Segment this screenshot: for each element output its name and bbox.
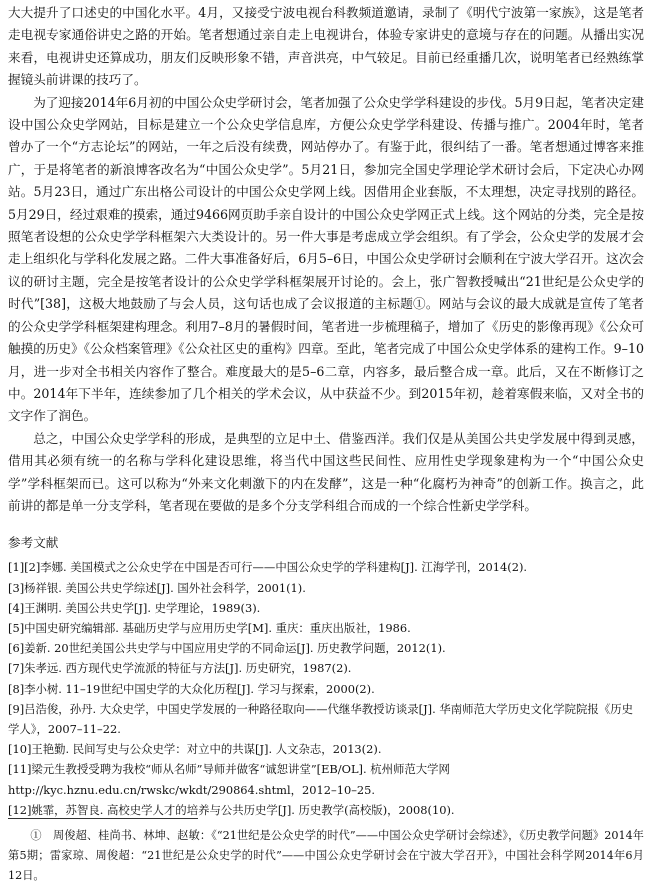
body-paragraph: 总之，中国公众史学学科的形成，是典型的立足中土、借鉴西洋。我们仅是从美国公共史学发展中得到灵感，借用其必须有统一的名称与学科化建设思维，将当代中国这些民间性、应用性史学现象建构为一个“中国公众史学”学科框架而已。这可以称为“外来文化刺激下的内在发酵”，这是一种“化腐朽为神奇”的创新工作。换言之，此前讲的都是单一分支学科，笔者现在要做的是多个分支学科组合而成的一个综合性新史学学科。 (8, 430, 644, 513)
reference-item: [3]杨祥银. 美国公共史学综述[J]. 国外社会科学，2001(1). (8, 580, 306, 595)
reference-item: [10]王艳勤. 民间写史与公众史学：对立中的共谋[J]. 人文杂志，2013(2). (8, 742, 382, 757)
references-heading: 参考文献 (8, 535, 59, 551)
reference-item: [6]姜新. 20世纪美国公共史学与中国应用史学的不同命运[J]. 历史教学问题，2012(1). (8, 641, 446, 656)
references-list (8, 557, 644, 820)
reference-item: [11]梁元生教授受聘为我校“师从名师”导师并做客“诚恕讲堂”[EB/OL]. 杭州师范大学网http://kyc.hznu.edu.cn/rwskc/wkdt/290864.shtml，2012–10–25. (8, 762, 450, 797)
reference-item: [9]吕浩俊，孙丹. 大众史学，中国史学发展的一种路径取向——代继华教授访谈录[J]. 华南师范大学历史文化学院院报《历史学人》，2007–11–22. (8, 701, 633, 736)
body-paragraph: 大大提升了口述史的中国化水平。4月，又接受宁波电视台科教频道邀请，录制了《明代宁波第一家族》，这是笔者走电视专家通俗讲史之路的开始。笔者想通过亲自走上电视讲台，体验专家讲史的意境与存在的问题。从播出实况来看，电视讲史还算成功，朋友们反映形象不错，声音洪亮，中气较足。目前已经重播几次，说明笔者已经熟练掌握镜头前讲课的技巧了。 (8, 5, 644, 88)
reference-item: [12]姚霏，苏智良. 高校史学人才的培养与公共历史学[J]. 历史教学(高校版)，2008(10). (8, 802, 455, 817)
reference-item: [1][2]李娜. 美国模式之公众史学在中国是否可行——中国公众史学的学科建构[J]. 江海学刊，2014(2). (8, 560, 528, 575)
reference-item: [5]中国史研究编辑部. 基础历史学与应用历史学[M]. 重庆：重庆出版社，1986. (8, 620, 411, 635)
reference-item: [4]王渊明. 美国公共史学[J]. 史学理论，1989(3). (8, 600, 261, 615)
body-paragraph: 为了迎接2014年6月初的中国公众史学研讨会，笔者加强了公众史学学科建设的步伐。5月9日起，笔者决定建设中国公众史学网站，目标是建立一个公众史学信息库，方便公众史学学科建设、传播与推广。2004年时，笔者曾办了一个“方志论坛”的网站，一年之后没有续费，网站停办了。有鉴于此，很纠结了一番。笔者想通过博客来推广，于是将笔者的新浪博客改名为“中国公众史学”。5月21日，参加完全国史学理论学术研讨会后，下定决心办网站。5月23日，通过广东出格公司设计的中国公众史学网上线。因借用企业套版，不太理想，决定寻找别的路径。5月29日，经过艰难的摸索，通过9466网页助手亲自设计的中国公众史学网正式上线。这个网站的分类，完全是按照笔者设想的公众史学学科框架六大类设计的。另一件大事是考虑成立学会组织。有了学会，公众史学的发展才会走上组织化与学科化发展之路。二件大事准备好后，6月5–6日，中国公众史学研讨会顺利在宁波大学召开。这次会议的研讨主题，完全是按笔者设计的公众史学学科框架展开讨论的。会上，张广智教授喊出“21世纪是公众史学的时代”[38]，这极大地鼓励了与会人员，这句话也成了会议报道的主标题①。网站与会议的最大成就是宣传了笔者的公众史学学科框架建构理念。利用7–8月的暑假时间，笔者进一步梳理稿子，增加了《历史的影像再现》《公众可触摸的历史》《公众档案管理》《公众社区史的重构》四章。至此，笔者完成了中国公众史学体系的建构工作。9–10月，进一步对全书相关内容作了整合。难度最大的是5–6二章，内容多，最后整合成一章。此后，又在不断修订之中。2014年下半年，连续参加了几个相关的学术会议，从中获益不少。到2015年初，趁着寒假来临，又对全书的文字作了润色。 (8, 94, 644, 424)
reference-item: [8]李小树. 11–19世纪中国史学的大众化历程[J]. 学习与探索，2000(2). (8, 681, 375, 696)
reference-item: [7]朱孝远. 西方现代史学流派的特征与方法[J]. 历史研究，1987(2). (8, 661, 352, 676)
footnote: ① 周俊超、桂尚书、林坤、赵敏：《“21世纪是公众史学的时代”——中国公众史学研讨会综述》，《历史教学问题》2014年第5期；雷家琼、周俊超：“21世纪是公众史学的时代”——中国公众史学研讨会在宁波大学召开》，中国社会科学网2014年6月12日。 (8, 829, 644, 882)
footnote-divider (8, 818, 198, 819)
